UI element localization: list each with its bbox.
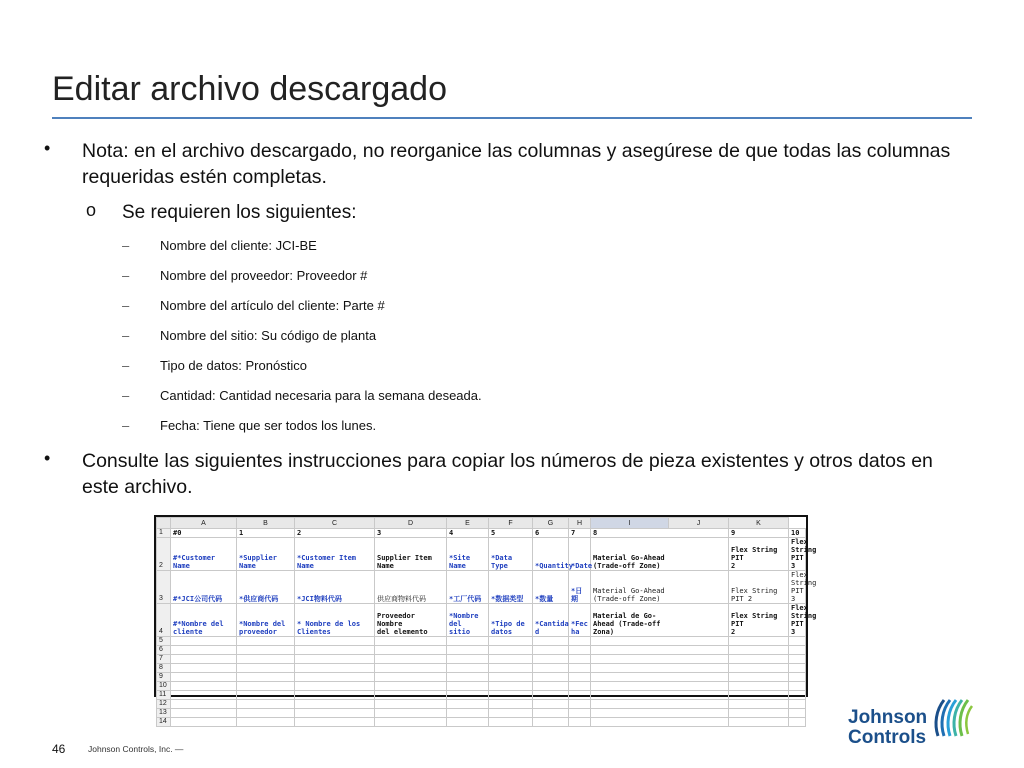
page-number: 46 (52, 742, 66, 756)
list-item-text: Fecha: Tiene que ser todos los lunes. (160, 418, 377, 433)
table-cell: *数据类型 (489, 571, 533, 604)
dash-icon: – (122, 358, 130, 373)
table-row (157, 673, 806, 682)
spreadsheet-grid (156, 517, 817, 727)
column-header: A (171, 518, 237, 529)
row-number: 7 (157, 655, 171, 664)
dash-icon: – (122, 418, 130, 433)
logo-line-2: Controls (848, 727, 927, 748)
table-cell: Flex String PIT 3 (789, 571, 806, 604)
column-header: G (533, 518, 569, 529)
dash-icon: – (122, 298, 130, 313)
table-row (157, 571, 806, 604)
table-cell: *JCI物料代码 (295, 571, 375, 604)
table-cell: *工厂代码 (447, 571, 489, 604)
table-row (157, 637, 806, 646)
list-item-text: Nombre del cliente: JCI-BE (160, 238, 317, 253)
row-number: 12 (157, 700, 171, 709)
bullet-marker: • (44, 138, 51, 158)
table-cell: 10 (789, 529, 806, 538)
table-cell: *Fec ha (569, 604, 591, 637)
table-cell: Material Go-Ahead (Trade-off Zone) (591, 538, 729, 571)
list-item-text: Tipo de datos: Pronóstico (160, 358, 307, 373)
required-fields-list (122, 236, 482, 446)
bullet-marker: • (44, 448, 51, 468)
table-cell: 2 (295, 529, 375, 538)
table-cell: *日期 (569, 571, 591, 604)
column-header: E (447, 518, 489, 529)
table-cell: 4 (447, 529, 489, 538)
row-number: 4 (157, 604, 171, 637)
table-row (157, 691, 806, 700)
table-cell: *Tipo de datos (489, 604, 533, 637)
row-number: 10 (157, 682, 171, 691)
row-number: 9 (157, 673, 171, 682)
table-cell: *Data Type (489, 538, 533, 571)
consult-bullet: Consulte las siguientes instrucciones para copiar los números de pieza existentes y otros datos en este archivo. (82, 450, 933, 498)
table-cell: #*JCI公司代码 (171, 571, 237, 604)
title-underline (52, 117, 972, 119)
table-cell: *Nombre del proveedor (237, 604, 295, 637)
column-header-row (157, 518, 806, 529)
dash-icon: – (122, 238, 130, 253)
table-row (157, 655, 806, 664)
table-row (157, 604, 806, 637)
dash-icon: – (122, 328, 130, 343)
table-cell: Flex String PIT 2 (729, 571, 789, 604)
row-number: 6 (157, 646, 171, 655)
table-cell: * Nombre de los Clientes (295, 604, 375, 637)
spreadsheet-body (157, 529, 817, 727)
table-cell: Material de Go- Ahead (Trade-off Zona) (591, 604, 729, 637)
table-cell: *Cantida d (533, 604, 569, 637)
johnson-controls-logo-mark-icon (930, 696, 976, 740)
list-item (122, 386, 482, 416)
table-cell: 供应商物料代码 (375, 571, 447, 604)
row-number: 1 (157, 529, 171, 538)
table-row (157, 529, 806, 538)
footer-company: Johnson Controls, Inc. — (88, 744, 184, 754)
table-cell: Flex String PIT 3 (789, 538, 806, 571)
table-cell: 7 (569, 529, 591, 538)
table-cell: 8 (591, 529, 729, 538)
table-row (157, 700, 806, 709)
company-logo (848, 696, 978, 756)
table-cell: *Nombre del sitio (447, 604, 489, 637)
spreadsheet-screenshot (154, 515, 817, 725)
list-item-text: Cantidad: Cantidad necesaria para la semana deseada. (160, 388, 482, 403)
list-item (122, 296, 482, 326)
table-cell: *Site Name (447, 538, 489, 571)
list-item (122, 266, 482, 296)
row-number: 13 (157, 709, 171, 718)
row-number: 5 (157, 637, 171, 646)
table-cell: 6 (533, 529, 569, 538)
table-cell: Flex String PIT 3 (789, 604, 806, 637)
table-cell: *数量 (533, 571, 569, 604)
table-cell: #0 (171, 529, 237, 538)
column-header: D (375, 518, 447, 529)
column-header: K (729, 518, 789, 529)
table-cell: *Date (569, 538, 591, 571)
row-number: 3 (157, 571, 171, 604)
table-cell: 5 (489, 529, 533, 538)
logo-wordmark (848, 708, 927, 748)
table-cell: Flex String PIT 2 (729, 604, 789, 637)
logo-line-1: Johnson (848, 707, 928, 728)
table-cell: #*Customer Name (171, 538, 237, 571)
column-header: I (591, 518, 669, 529)
column-header: J (669, 518, 729, 529)
table-cell: *Supplier Name (237, 538, 295, 571)
table-row (157, 682, 806, 691)
dash-icon: – (122, 388, 130, 403)
list-item (122, 356, 482, 386)
dash-icon: – (122, 268, 130, 283)
row-number: 2 (157, 538, 171, 571)
note-bullet: Nota: en el archivo descargado, no reorganice las columnas y asegúrese de que todas las columnas requeridas estén completas. (82, 140, 951, 188)
list-item (122, 416, 482, 446)
table-row (157, 709, 806, 718)
column-header: F (489, 518, 533, 529)
table-cell: *Customer Item Name (295, 538, 375, 571)
table-cell: Supplier Item Name (375, 538, 447, 571)
table-cell: Flex String PIT 2 (729, 538, 789, 571)
table-cell: 1 (237, 529, 295, 538)
table-cell: Proveedor Nombre del elemento (375, 604, 447, 637)
corner-cell (157, 518, 171, 529)
table-row (157, 718, 806, 727)
table-cell: 9 (729, 529, 789, 538)
column-header: B (237, 518, 295, 529)
table-row (157, 538, 806, 571)
row-number: 14 (157, 718, 171, 727)
list-item-text: Nombre del proveedor: Proveedor # (160, 268, 368, 283)
list-item-text: Nombre del sitio: Su código de planta (160, 328, 377, 343)
table-cell: Material Go-Ahead (Trade-off Zone) (591, 571, 729, 604)
table-cell: 3 (375, 529, 447, 538)
table-cell: *Quantity (533, 538, 569, 571)
column-header: H (569, 518, 591, 529)
table-cell: *供应商代码 (237, 571, 295, 604)
sub-bullet-marker: o (86, 200, 97, 220)
slide-title: Editar archivo descargado (52, 70, 448, 108)
table-row (157, 646, 806, 655)
list-item (122, 236, 482, 266)
list-item-text: Nombre del artículo del cliente: Parte # (160, 298, 385, 313)
table-row (157, 664, 806, 673)
list-item (122, 326, 482, 356)
row-number: 11 (157, 691, 171, 700)
row-number: 8 (157, 664, 171, 673)
required-fields-heading: Se requieren los siguientes: (122, 202, 357, 223)
column-header: C (295, 518, 375, 529)
table-cell: #*Nombre del cliente (171, 604, 237, 637)
